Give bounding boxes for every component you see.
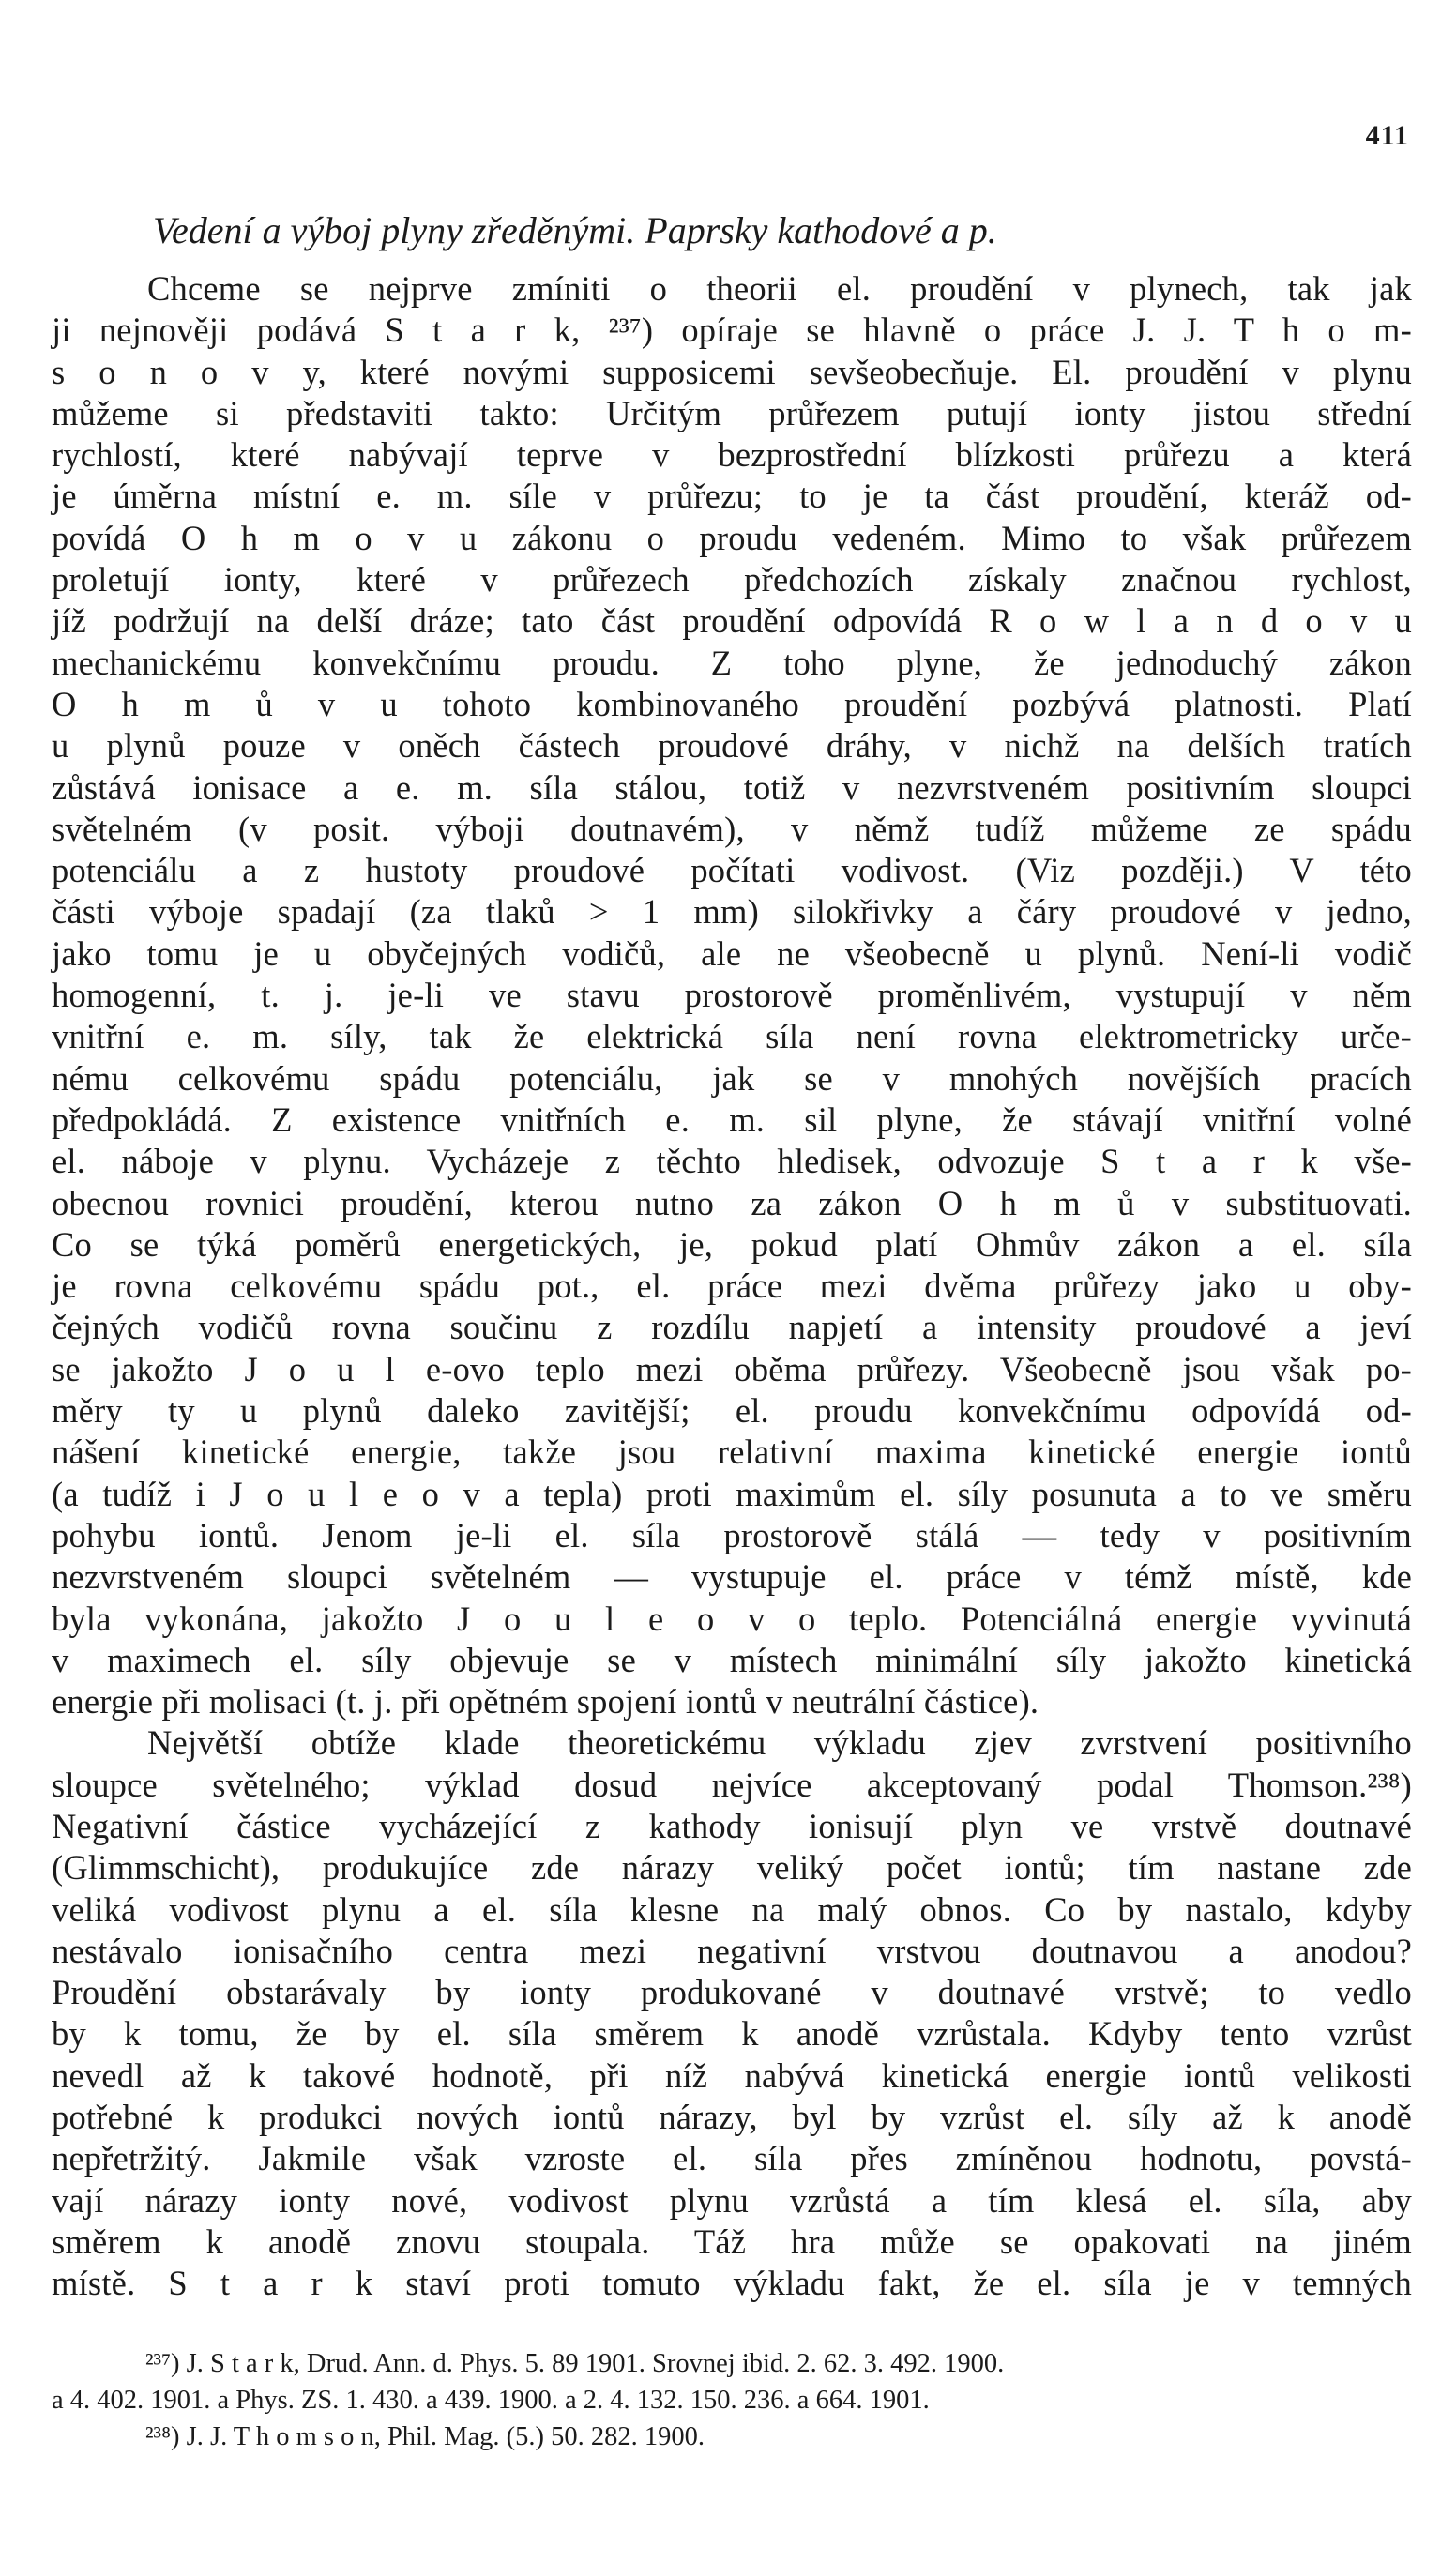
text-line: (a tudíž i J o u l e o v a tepla) proti maximům el. síly posunuta a to ve směru	[52, 1474, 1412, 1513]
text-line: Chceme se nejprve zmíniti o theorii el. proudění v plynech, tak jak	[147, 269, 1412, 308]
text-line: veliká vodivost plynu a el. síla klesne na malý obnos. Co by nastalo, kdyby	[52, 1889, 1412, 1929]
footnotes	[52, 2345, 1412, 2455]
footnote-238: ²³⁸) J. J. T h o m s o n, Phil. Mag. (5.) 50. 282. 1900.	[145, 2422, 705, 2451]
text-line: Největší obtíže klade theoretickému výkladu zjev zvrstvení positivního	[147, 1723, 1412, 1763]
paragraph-end-line: energie při molisaci (t. j. při opětném spojení iontů v neutrální částice).	[52, 1682, 1039, 1721]
text-line: zůstává ionisace a e. m. síla stálou, totiž v nezvrstveném positivním sloupci	[52, 767, 1412, 807]
text-line: Co se týká poměrů energetických, je, pokud platí Ohmův zákon a el. síla	[52, 1224, 1412, 1264]
text-line: jako tomu je u obyčejných vodičů, ale ne všeobecně u plynů. Není-li vodič	[52, 933, 1412, 973]
text-line: jíž podržují na delší dráze; tato část proudění odpovídá R o w l a n d o v u	[52, 601, 1412, 641]
section-heading: Vedení a výboj plyny zředěnými. Paprsky kathodové a p.	[153, 209, 997, 251]
body-text	[52, 268, 1412, 2305]
footnote-237: ²³⁷) J. S t a r k, Drud. Ann. d. Phys. 5. 89 1901. Srovnej ibid. 2. 62. 3. 492. 1900.	[145, 2349, 1005, 2378]
text-line: je rovna celkovému spádu pot., el. práce mezi dvěma průřezy jako u oby-	[52, 1266, 1412, 1306]
text-line: obecnou rovnici proudění, kterou nutno za zákon O h m ů v substituovati.	[52, 1183, 1412, 1222]
text-line: nepřetržitý. Jakmile však vzroste el. síla přes zmíněnou hodnotu, povstá-	[52, 2139, 1412, 2178]
text-line: Proudění obstarávaly by ionty produkované v doutnavé vrstvě; to vedlo	[52, 1973, 1412, 2012]
text-line: se jakožto J o u l e-ovo teplo mezi oběma průřezy. Všeobecně jsou však po-	[52, 1349, 1412, 1388]
text-line: proletují ionty, které v průřezech předchozích získaly značnou rychlost,	[52, 560, 1412, 599]
text-line: by k tomu, že by el. síla směrem k anodě vzrůstala. Kdyby tento vzrůst	[52, 2014, 1412, 2054]
footnote-237-continued: a 4. 402. 1901. a Phys. ZS. 1. 430. a 439. 1900. a 2. 4. 132. 150. 236. a 664. 1901.	[52, 2386, 930, 2415]
text-line: místě. S t a r k staví proti tomuto výkladu fakt, že el. síla je v temných	[52, 2264, 1412, 2303]
text-line: el. náboje v plynu. Vycházeje z těchto hledisek, odvozuje S t a r k vše-	[52, 1142, 1412, 1181]
text-line: je úměrna místní e. m. síle v průřezu; to je ta část proudění, kteráž od-	[52, 477, 1412, 516]
text-line: nému celkovému spádu potenciálu, jak se v mnohých novějších pracích	[52, 1058, 1412, 1098]
text-line: sloupce světelného; výklad dosud nejvíce akceptovaný podal Thomson.²³⁸)	[52, 1765, 1412, 1804]
text-line: můžeme si představiti takto: Určitým průřezem putují ionty jistou střední	[52, 393, 1412, 432]
text-line: potenciálu a z hustoty proudové počítati vodivost. (Viz později.) V této	[52, 851, 1412, 890]
text-line: vnitřní e. m. síly, tak že elektrická síla není rovna elektrometricky urče-	[52, 1017, 1412, 1056]
text-line: vají nárazy ionty nové, vodivost plynu vzrůstá a tím klesá el. síla, aby	[52, 2180, 1412, 2220]
text-line: části výboje spadají (za tlaků > 1 mm) silokřivky a čáry proudové v jedno,	[52, 892, 1412, 932]
text-line: měry ty u plynů daleko zavitější; el. proudu konvekčnímu odpovídá od-	[52, 1391, 1412, 1431]
text-line: čejných vodičů rovna součinu z rozdílu napjetí a intensity proudové a jeví	[52, 1308, 1412, 1347]
text-line: nevedl až k takové hodnotě, při níž nabývá kinetická energie iontů velikosti	[52, 2055, 1412, 2095]
text-line: směrem k anodě znovu stoupala. Táž hra může se opakovati na jiném	[52, 2222, 1412, 2261]
text-line: Negativní částice vycházející z kathody ionisují plyn ve vrstvě doutnavé	[52, 1806, 1412, 1845]
text-line: rychlostí, které nabývají teprve v bezprostřední blízkosti průřezu a která	[52, 435, 1412, 475]
text-line: mechanickému konvekčnímu proudu. Z toho plyne, že jednoduchý zákon	[52, 643, 1412, 682]
text-line: s o n o v y, které novými supposicemi sevšeobecňuje. El. proudění v plynu	[52, 352, 1412, 391]
text-line: byla vykonána, jakožto J o u l e o v o teplo. Potenciálná energie vyvinutá	[52, 1599, 1412, 1638]
text-line: (Glimmschicht), produkujíce zde nárazy veliký počet iontů; tím nastane zde	[52, 1848, 1412, 1888]
text-line: povídá O h m o v u zákonu o proudu vedeném. Mimo to však průřezem	[52, 518, 1412, 557]
text-line: pohybu iontů. Jenom je-li el. síla prostorově stálá — tedy v positivním	[52, 1515, 1412, 1554]
text-line: ji nejnověji podává S t a r k, ²³⁷) opíraje se hlavně o práce J. J. T h o m-	[52, 311, 1412, 350]
text-line: nestávalo ionisačního centra mezi negativní vrstvou doutnavou a anodou?	[52, 1931, 1412, 1970]
text-line: v maximech el. síly objevuje se v místech minimální síly jakožto kinetická	[52, 1640, 1412, 1679]
text-line: potřebné k produkci nových iontů nárazy, byl by vzrůst el. síly až k anodě	[52, 2098, 1412, 2137]
text-line: světelném (v posit. výboji doutnavém), v němž tudíž můžeme ze spádu	[52, 809, 1412, 848]
text-line: předpokládá. Z existence vnitřních e. m. sil plyne, že stávají vnitřní volné	[52, 1100, 1412, 1139]
text-line: homogenní, t. j. je-li ve stavu prostorově proměnlivém, vystupují v něm	[52, 976, 1412, 1015]
text-line: u plynů pouze v oněch částech proudové dráhy, v nichž na delších tratích	[52, 726, 1412, 766]
text-line: nezvrstveném sloupci světelném — vystupuje el. práce v témž místě, kde	[52, 1557, 1412, 1597]
text-line: O h m ů v u tohoto kombinovaného proudění pozbývá platnosti. Platí	[52, 684, 1412, 723]
text-line: nášení kinetické energie, takže jsou relativní maxima kinetické energie iontů	[52, 1433, 1412, 1472]
page-number: 411	[1365, 120, 1409, 151]
